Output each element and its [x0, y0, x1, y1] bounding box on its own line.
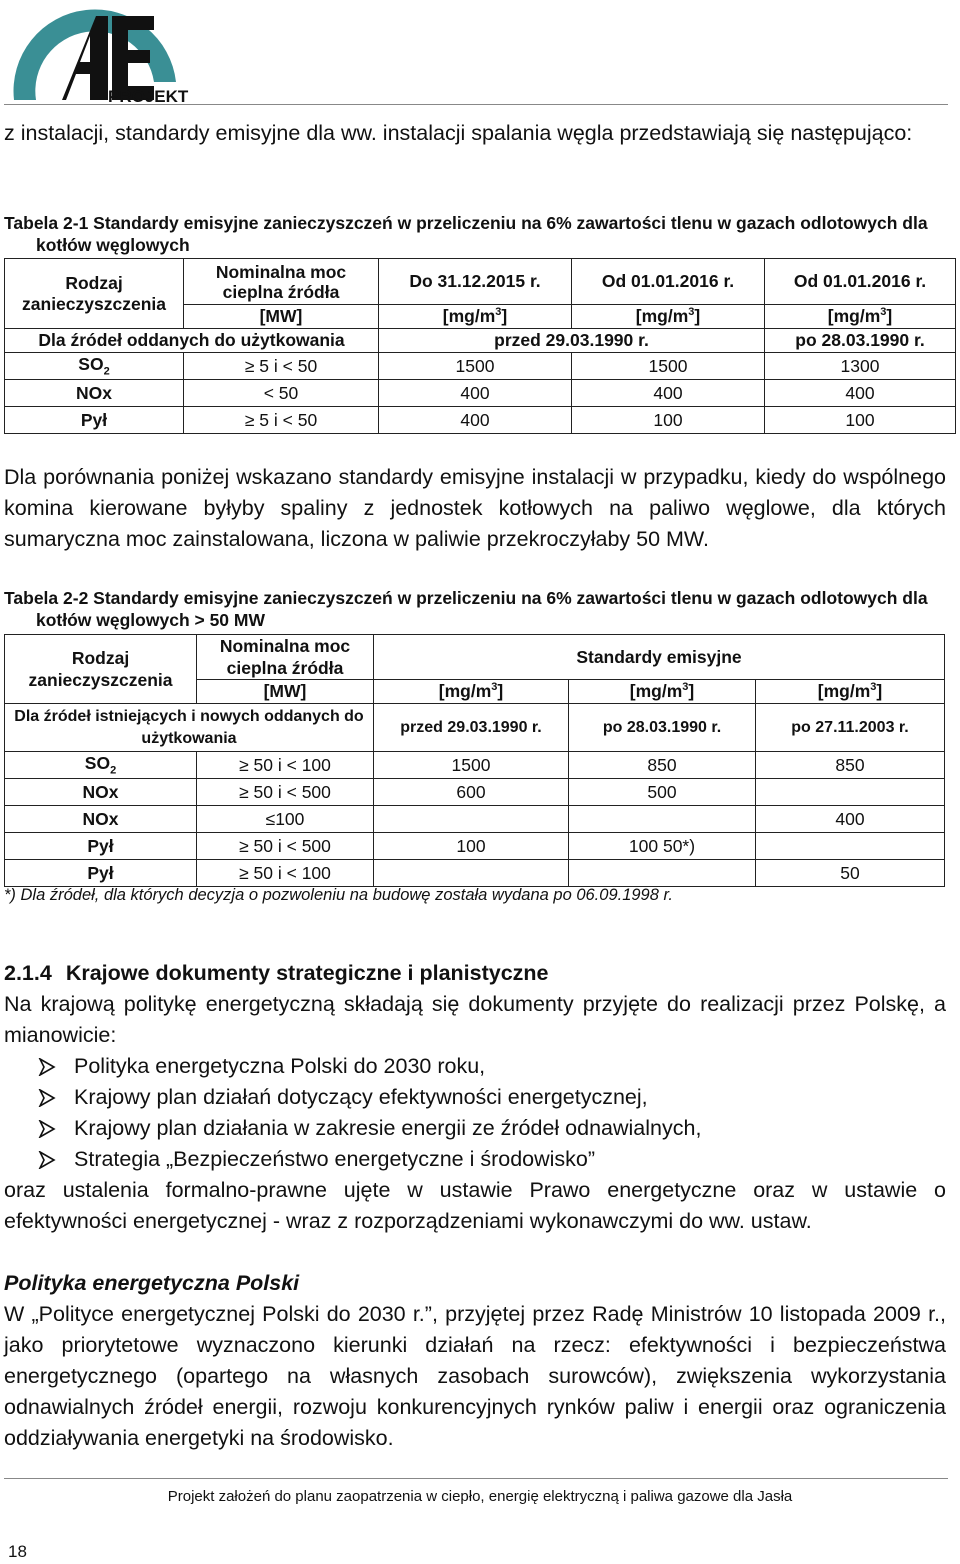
value-cell: 100 50*) — [569, 833, 756, 860]
pollutant-name: Pył — [5, 407, 184, 434]
list-item: Polityka energetyczna Polski do 2030 roku, — [4, 1051, 946, 1082]
date-after-2003: po 27.11.2003 r. — [756, 704, 945, 752]
emission-table-2 — [4, 634, 945, 887]
value-cell — [569, 806, 756, 833]
value-cell: 600 — [374, 779, 569, 806]
subsection-heading: Polityka energetyczna Polski — [4, 1271, 300, 1295]
header-rodzaj: Rodzaj zanieczyszczenia — [5, 259, 184, 329]
value-cell: 1500 — [572, 353, 765, 380]
date-after-1990: po 28.03.1990 r. — [569, 704, 756, 752]
table2-caption: Tabela 2-2 Standardy emisyjne zanieczyszczeń w przeliczeniu na 6% zawartości tlenu w gazach odlotowych dla kotłów węglowych > 50 MW — [4, 588, 928, 630]
table-row — [5, 407, 956, 434]
header-moc: Nominalna moc cieplna źródła — [184, 259, 379, 305]
unit-mw: [MW] — [184, 305, 379, 329]
page-footer: Projekt założeń do planu zaopatrzenia w ciepło, energię elektryczną i paliwa gazowe dla Jasła — [167, 1488, 793, 1505]
value-cell — [374, 806, 569, 833]
value-cell: 100 — [572, 407, 765, 434]
moc-range: ≥ 5 i < 50 — [184, 407, 379, 434]
table-row — [5, 752, 945, 779]
value-cell: 1300 — [765, 353, 956, 380]
moc-range: ≥ 5 i < 50 — [184, 353, 379, 380]
list-item: Strategia „Bezpieczeństwo energetyczne i środowisko” — [4, 1144, 946, 1175]
unit-mg-2: $[mg/m^3]$ — [569, 680, 756, 704]
subsection-paragraph: W „Polityce energetycznej Polski do 2030 r.”, przyjętej przez Radę Ministrów 10 listopada 2009 r., jako priorytetowe wyznaczono kierunki działań na rzecz: efektywności i bezpieczeństwa energetycznego (opartego na własnych zasobach surowców), zwiększenia wykorzystania odnawialnych źródeł energii, rozwoju konkurencyjnych rynków paliw i energii oraz ograniczenia oddziaływania energetyki na środowisko. — [4, 1302, 946, 1450]
table2-footnote: *) Dla źródeł, dla których decyzja o pozwoleniu na budowę została wydana po 06.09.1998 r. — [4, 886, 673, 904]
pollutant-name: NOx — [5, 779, 197, 806]
pollutant-name: NOx — [5, 380, 184, 407]
value-cell: 1500 — [374, 752, 569, 779]
unit-mg-1: $[mg/m^3]$ — [374, 680, 569, 704]
date-before: przed 29.03.1990 r. — [379, 329, 765, 353]
table-row — [5, 860, 945, 887]
header-divider — [4, 104, 948, 105]
comparison-paragraph: Dla porównania poniżej wskazano standardy emisyjne instalacji w przypadku, kiedy do wspólnego komina kierowane byłyby spaliny z jednostek kotłowych na paliwo węglowe, dla których sumaryczna moc zainstalowana, liczona w paliwie przekroczyłaby 50 MW. — [4, 465, 946, 551]
list-item: Krajowy plan działania w zakresie energii ze źródeł odnawialnych, — [4, 1113, 946, 1144]
value-cell — [756, 779, 945, 806]
section-intro: Na krajową politykę energetyczną składają się dokumenty przyjęte do realizacji przez Polskę, a mianowicie: — [4, 992, 946, 1047]
header-rodzaj: Rodzaj zanieczyszczenia — [5, 635, 197, 704]
value-cell: 400 — [765, 380, 956, 407]
moc-range: ≥ 50 i < 500 — [197, 779, 374, 806]
arrow-bullet-icon — [38, 1058, 56, 1076]
arrow-bullet-icon — [38, 1151, 56, 1169]
value-cell: 850 — [756, 752, 945, 779]
footer-divider — [4, 1478, 948, 1479]
section-outro: oraz ustalenia formalno-prawne ujęte w ustawie Prawo energetyczne oraz w ustawie o efektywności energetycznej - wraz z rozporządzeniami wykonawczymi do ww. ustaw. — [4, 1178, 946, 1233]
section-heading — [4, 958, 946, 989]
moc-range: ≥ 50 i < 100 — [197, 752, 374, 779]
header-col1: Do 31.12.2015 r. — [379, 259, 572, 305]
list-item: Krajowy plan działań dotyczący efektywności energetycznej, — [4, 1082, 946, 1113]
unit-mg-1: $[mg/m^3]$ — [379, 305, 572, 329]
table-row — [5, 380, 956, 407]
date-after: po 28.03.1990 r. — [765, 329, 956, 353]
pollutant-name: Pył — [5, 833, 197, 860]
pollutant-name: $SO_2$ — [5, 752, 197, 779]
value-cell: 50 — [756, 860, 945, 887]
value-cell: 1500 — [379, 353, 572, 380]
moc-range: < 50 — [184, 380, 379, 407]
header-col2: Od 01.01.2016 r. — [572, 259, 765, 305]
unit-mg-3: $[mg/m^3]$ — [756, 680, 945, 704]
moc-range: ≥ 50 i < 100 — [197, 860, 374, 887]
value-cell: 500 — [569, 779, 756, 806]
value-cell: 400 — [379, 380, 572, 407]
header-col3: Od 01.01.2016 r. — [765, 259, 956, 305]
table1-caption: Tabela 2-1 Standardy emisyjne zanieczyszczeń w przeliczeniu na 6% zawartości tlenu w gazach odlotowych dla kotłów węglowych — [4, 213, 928, 255]
header-standardy: Standardy emisyjne — [374, 635, 945, 680]
date-before: przed 29.03.1990 r. — [374, 704, 569, 752]
arrow-bullet-icon — [38, 1089, 56, 1107]
table-row — [5, 779, 945, 806]
pollutant-name: $SO_2$ — [5, 353, 184, 380]
unit-mg-2: $[mg/m^3]$ — [572, 305, 765, 329]
page-number: 18 — [8, 1542, 27, 1561]
value-cell: 400 — [379, 407, 572, 434]
arrow-bullet-icon — [38, 1120, 56, 1138]
logo-text: PROJEKT — [108, 87, 189, 102]
dla-label: Dla źródeł oddanych do użytkowania — [5, 329, 379, 353]
value-cell — [756, 833, 945, 860]
document-list — [4, 1051, 946, 1175]
value-cell — [569, 860, 756, 887]
company-logo — [4, 6, 194, 102]
dla-label: Dla źródeł istniejących i nowych oddanych do użytkowania — [5, 704, 374, 752]
section-title: Krajowe dokumenty strategiczne i planistyczne — [65, 961, 549, 985]
value-cell: 100 — [374, 833, 569, 860]
table-row — [5, 806, 945, 833]
value-cell — [374, 860, 569, 887]
unit-mw: [MW] — [197, 680, 374, 704]
value-cell: 100 — [765, 407, 956, 434]
moc-range: ≤100 — [197, 806, 374, 833]
header-moc: Nominalna moc cieplna źródła — [197, 635, 374, 680]
emission-table-1 — [4, 258, 956, 434]
unit-mg-3: $[mg/m^3]$ — [765, 305, 956, 329]
pollutant-name: NOx — [5, 806, 197, 833]
value-cell: 400 — [756, 806, 945, 833]
intro-paragraph: z instalacji, standardy emisyjne dla ww. instalacji spalania węgla przedstawiają się następująco: — [4, 121, 913, 145]
value-cell: 850 — [569, 752, 756, 779]
section-number: 2.1.4 — [4, 961, 52, 985]
table-row — [5, 353, 956, 380]
moc-range: ≥ 50 i < 500 — [197, 833, 374, 860]
value-cell: 400 — [572, 380, 765, 407]
table-row — [5, 833, 945, 860]
pollutant-name: Pył — [5, 860, 197, 887]
